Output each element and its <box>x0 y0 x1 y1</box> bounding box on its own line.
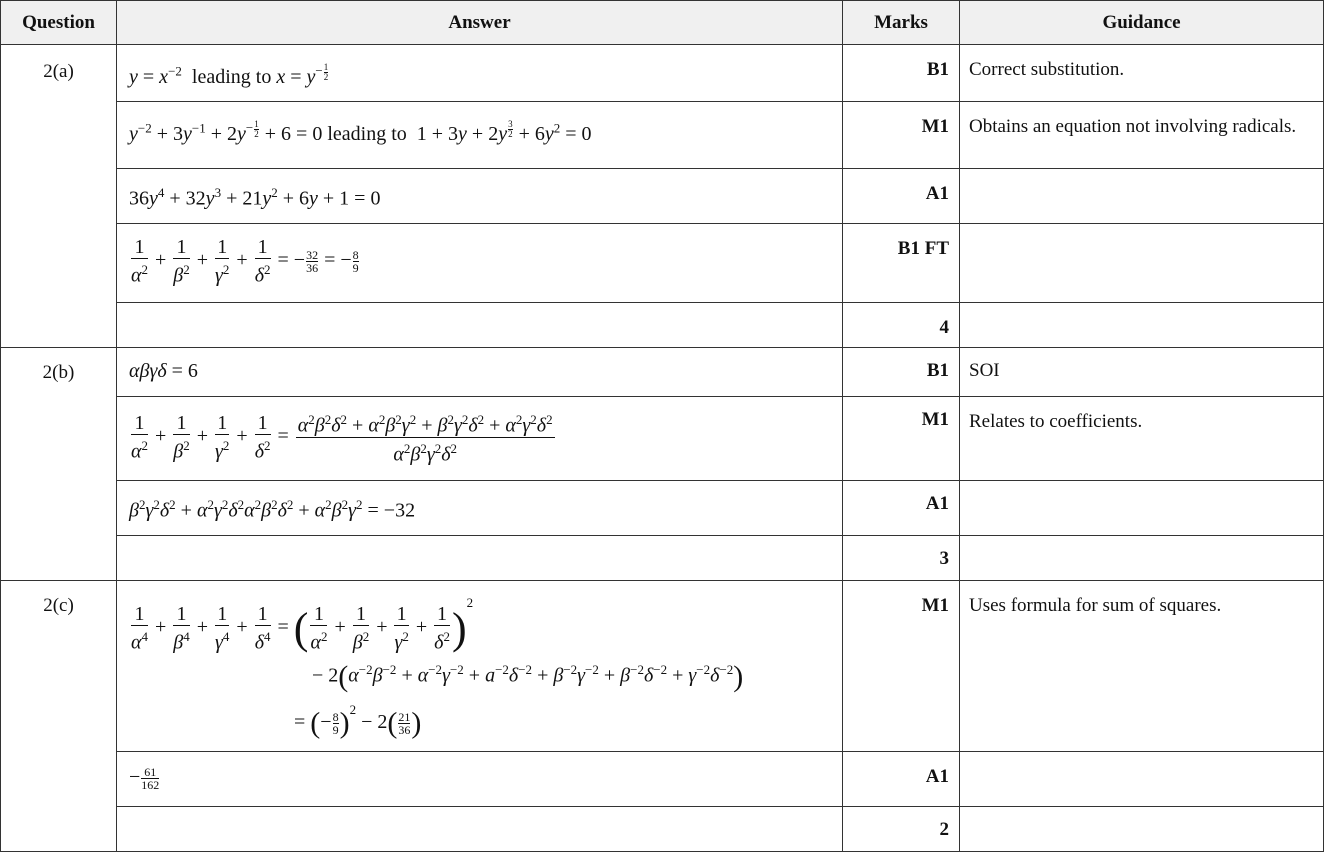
table-row <box>1 169 1324 224</box>
marks-cell: A1 <box>843 752 960 807</box>
guidance-cell <box>960 536 1324 581</box>
marks-cell: B1 <box>843 45 960 102</box>
table-row <box>1 581 1324 752</box>
total-marks-cell: 2 <box>843 807 960 852</box>
guidance-cell <box>960 481 1324 536</box>
total-marks-cell: 4 <box>843 303 960 348</box>
answer-cell: αβγδ = 6 <box>117 348 843 397</box>
table-row <box>1 536 1324 581</box>
guidance-cell <box>960 169 1324 224</box>
marks-cell: M1 <box>843 397 960 481</box>
table-row <box>1 224 1324 303</box>
header-question: Question <box>1 1 117 45</box>
guidance-cell <box>960 224 1324 303</box>
table-row <box>1 397 1324 481</box>
table-row <box>1 481 1324 536</box>
answer-cell: $\frac{1}{\alpha^2}$ + $\frac{1}{\beta^2}$ + $\frac{1}{\gamma^2}$ + $\frac{1}{\delta^2}$ = $\frac{\alpha^2\beta^2\delta^2 + \alpha^2\beta^2\gamma^2 + \beta^2\gamma^2\delta^2 + \alpha^2\gamma^2\delta^2}{\alpha^2\beta^2\gamma^2\delta^2}$ <box>117 397 843 481</box>
table-row <box>1 348 1324 397</box>
answer-cell: $36y^4 + 32y^3 + 21y^2 + 6y + 1 = 0$ <box>117 169 843 224</box>
table-row <box>1 303 1324 348</box>
answer-cell: $y^{-2} + 3y^{-1} + 2y^{- \frac{1}{2}}$ + 6 = 0 leading to 1 + 3y + 2y $^{\frac{3}{2}}$ + $6y^2 = 0$ <box>117 102 843 169</box>
answer-cell: $\beta^2\gamma^2\delta^2 + \alpha^2\gamma^2\delta^2\alpha^2\beta^2\delta^2 + \alpha^2\beta^2\gamma^2 = -32$ <box>117 481 843 536</box>
header-row <box>1 1 1324 45</box>
header-answer: Answer <box>117 1 843 45</box>
table-row <box>1 45 1324 102</box>
guidance-cell <box>960 303 1324 348</box>
question-label: 2(b) <box>1 348 117 581</box>
guidance-cell: SOI <box>960 348 1324 397</box>
header-guidance: Guidance <box>960 1 1324 45</box>
header-marks: Marks <box>843 1 960 45</box>
guidance-cell <box>960 807 1324 852</box>
question-label: 2(a) <box>1 45 117 348</box>
answer-cell <box>117 303 843 348</box>
marks-cell: B1 FT <box>843 224 960 303</box>
answer-cell <box>117 807 843 852</box>
table-row <box>1 102 1324 169</box>
answer-cell: $\frac{1}{\alpha^2}$ + $\frac{1}{\beta^2}$ + $\frac{1}{\gamma^2}$ + $\frac{1}{\delta^2}$ = − $\frac{32}{36}$ = − $\frac{8}{9}$ <box>117 224 843 303</box>
marks-cell: A1 <box>843 481 960 536</box>
answer-cell: $y = x^{-2}$ leading to $x = y^{- \frac{1}{2}}$ <box>117 45 843 102</box>
guidance-cell <box>960 752 1324 807</box>
guidance-cell: Relates to coefficients. <box>960 397 1324 481</box>
answer-cell: − $\frac{61}{162}$ <box>117 752 843 807</box>
total-marks-cell: 3 <box>843 536 960 581</box>
guidance-cell: Uses formula for sum of squares. <box>960 581 1324 752</box>
table-row <box>1 807 1324 852</box>
guidance-cell: Obtains an equation not involving radicals. <box>960 102 1324 169</box>
marks-cell: M1 <box>843 581 960 752</box>
marks-cell: B1 <box>843 348 960 397</box>
answer-cell: $\frac{1}{\alpha^4}$ + $\frac{1}{\beta^4}$ + $\frac{1}{\gamma^4}$ + $\frac{1}{\delta^4}$ = ( $\frac{1}{\alpha^2}$ + $\frac{1}{\beta^2}$ + $\frac{1}{\gamma^2}$ + $\frac{1}{\delta^2}$ )$^2$ − $2(\alpha^{-2}\beta^{-2} + \alpha^{-2}\gamma^{-2} + a^{-2}\delta^{-2} + \beta^{-2}\gamma^{-2} + \beta^{-2}\delta^{-2} + \gamma^{-2}\delta^{-2})$ = (− $\frac{8}{9}$ )$^2$ − 2( $\frac{21}{36}$ ) <box>117 581 843 752</box>
table-row <box>1 752 1324 807</box>
answer-cell <box>117 536 843 581</box>
marks-cell: A1 <box>843 169 960 224</box>
question-label: 2(c) <box>1 581 117 852</box>
guidance-cell: Correct substitution. <box>960 45 1324 102</box>
marks-cell: M1 <box>843 102 960 169</box>
